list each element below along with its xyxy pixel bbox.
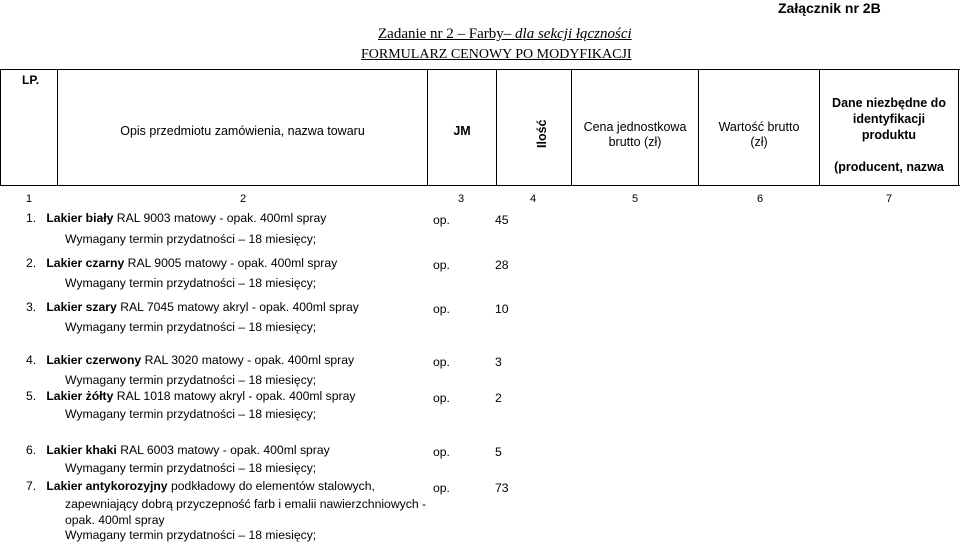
- row-unit: op.: [433, 481, 450, 495]
- row-number: 5.: [26, 389, 37, 403]
- ident-line1: Dane niezbędne do: [832, 96, 946, 110]
- product-spec: RAL 7045 matowy akryl - opak. 400ml spray: [116, 300, 359, 314]
- column-quantity: Ilość: [535, 119, 549, 148]
- row-number: 4.: [26, 353, 37, 367]
- table-row: [26, 253, 337, 274]
- column-gross-value: [699, 120, 819, 150]
- product-spec: RAL 6003 matowy - opak. 400ml spray: [116, 443, 330, 457]
- column-number: 4: [530, 193, 537, 205]
- product-spec: RAL 1018 matowy akryl - opak. 400ml spray: [113, 389, 356, 403]
- table-row: [26, 208, 326, 229]
- row-number: 6.: [26, 443, 37, 457]
- title-section: dla sekcji łączności: [515, 26, 632, 42]
- document-title: [378, 26, 632, 43]
- row-requirement: Wymagany termin przydatności – 18 miesięcy;: [65, 320, 317, 334]
- product-spec: RAL 3020 matowy - opak. 400ml spray: [141, 353, 355, 367]
- column-unit-price: [572, 120, 698, 150]
- unit-price-line2: brutto (zł): [608, 135, 662, 149]
- row-requirement: Wymagany termin przydatności – 18 miesięcy;: [65, 276, 317, 290]
- ident-line3: produktu: [861, 128, 917, 142]
- column-number: 6: [757, 193, 764, 205]
- row-number: 7.: [26, 479, 37, 493]
- ident-line4: (producent, nazwa: [834, 160, 944, 174]
- product-name: Lakier żółty: [46, 389, 114, 403]
- row-requirement: Wymagany termin przydatności – 18 miesięcy;: [65, 407, 317, 421]
- row-unit: op.: [433, 213, 450, 227]
- column-number: 3: [458, 193, 465, 205]
- table-row: [26, 350, 354, 371]
- table-row: [26, 297, 359, 318]
- product-name: Lakier biały: [46, 211, 114, 225]
- column-lp: LP.: [22, 73, 40, 87]
- gross-value-line2: (zł): [750, 135, 768, 149]
- row-quantity: 2: [495, 391, 502, 405]
- row-quantity: 73: [495, 481, 509, 495]
- row-unit: op.: [433, 258, 450, 272]
- column-number: 7: [886, 193, 893, 205]
- column-number: 5: [632, 193, 639, 205]
- row-requirement: Wymagany termin przydatności – 18 miesięcy;: [65, 373, 317, 387]
- ident-line2: identyfikacji: [852, 112, 926, 126]
- row-unit: op.: [433, 302, 450, 316]
- product-spec: podkładowy do elementów stalowych,: [167, 479, 375, 493]
- product-name: Lakier czerwony: [46, 353, 142, 367]
- row-requirement: Wymagany termin przydatności – 18 miesięcy;: [65, 232, 317, 246]
- product-name: Lakier antykorozyjny: [46, 479, 168, 493]
- row-requirement: Wymagany termin przydatności – 18 miesięcy;: [65, 461, 317, 475]
- row-description-line3: opak. 400ml spray: [65, 513, 165, 527]
- col-border-0: [0, 69, 1, 186]
- row-number: 3.: [26, 300, 37, 314]
- column-jm: JM: [453, 124, 471, 138]
- product-spec: RAL 9005 matowy - opak. 400ml spray: [124, 256, 338, 270]
- column-number: 2: [240, 193, 247, 205]
- col-border-3: [496, 69, 497, 186]
- column-description: Opis przedmiotu zamówienia, nazwa towaru: [120, 124, 365, 138]
- title-prefix: Zadanie nr 2 – Farby–: [378, 26, 516, 42]
- row-description-line2: zapewniający dobrą przyczepność farb i emalii nawierzchniowych -: [65, 497, 427, 511]
- row-requirement: Wymagany termin przydatności – 18 miesięcy;: [65, 528, 317, 542]
- gross-value-line1: Wartość brutto: [718, 120, 800, 134]
- row-quantity: 45: [495, 213, 509, 227]
- form-subtitle: FORMULARZ CENOWY PO MODYFIKACJI: [361, 47, 632, 62]
- row-unit: op.: [433, 445, 450, 459]
- row-unit: op.: [433, 355, 450, 369]
- row-quantity: 3: [495, 355, 502, 369]
- row-unit: op.: [433, 391, 450, 405]
- row-quantity: 5: [495, 445, 502, 459]
- col-border-7: [958, 69, 959, 186]
- row-quantity: 28: [495, 258, 509, 272]
- header-bottom-border: [0, 185, 960, 186]
- unit-price-line1: Cena jednostkowa: [583, 120, 687, 134]
- row-quantity: 10: [495, 302, 509, 316]
- product-name: Lakier khaki: [46, 443, 117, 457]
- header-top-border: [0, 69, 960, 70]
- product-name: Lakier czarny: [46, 256, 125, 270]
- column-number: 1: [26, 193, 33, 205]
- column-product-identification: [820, 95, 958, 175]
- row-number: 2.: [26, 256, 37, 270]
- product-name: Lakier szary: [46, 300, 117, 314]
- row-number: 1.: [26, 211, 37, 225]
- attachment-label: Załącznik nr 2B: [778, 0, 881, 16]
- product-spec: RAL 9003 matowy - opak. 400ml spray: [113, 211, 327, 225]
